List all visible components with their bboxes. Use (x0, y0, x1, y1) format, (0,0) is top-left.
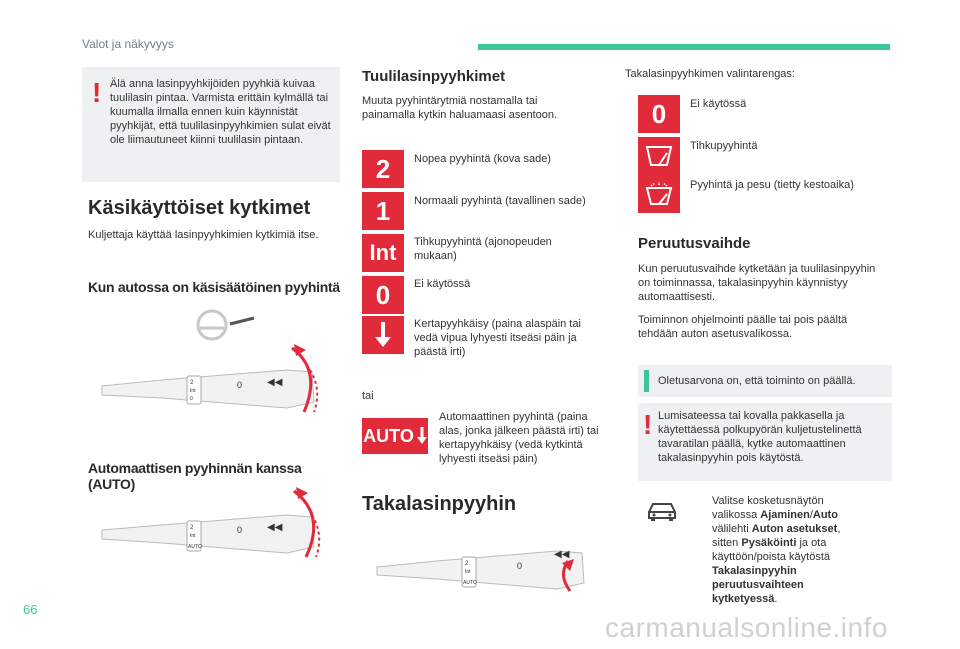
position-tile-single (362, 316, 404, 354)
auto-stalk-illustration (82, 485, 340, 565)
position-text-int: Tihkupyyhintä (ajonopeuden mukaan) (414, 236, 552, 262)
svg-text:0: 0 (237, 525, 243, 535)
svg-text:◀◀: ◀◀ (267, 377, 283, 388)
rear-warning-icon: ! (643, 409, 653, 440)
rear-text-wash: Pyyhintä ja pesu (tietty kestoaika) (690, 179, 854, 191)
info-text: Oletusarvona on, että toiminto on päällä. (658, 375, 856, 387)
or-label: tai (362, 390, 374, 402)
warning-text: Älä anna lasinpyyhkijöiden pyyhkiä kuivaa tuulilasin pintaa. Varmista erittäin kylmällä tai kuumalla ilmalla ennen kuin käynnistät pyyhkijät, että tuulilasinpyyhkimien sulat eivät ole liimautuneet kiinni tuulilasin pintaan. (110, 78, 331, 146)
header-rule (478, 44, 890, 50)
manual-stalk-illustration (82, 300, 340, 425)
arrow-down-icon (375, 322, 391, 348)
page-number: 66 (23, 602, 38, 617)
reverse-gear-text-1: Kun peruutusvaihde kytketään ja tuulilasinpyyhin on toiminnassa, takalasinpyyhin käynnistyy automaattisesti. (638, 263, 876, 303)
rear-warning-box (638, 403, 892, 481)
rear-tile-wash (638, 175, 680, 213)
auto-tile: AUTO (362, 418, 428, 454)
rear-tile-wipe (638, 137, 680, 175)
svg-text:◀◀: ◀◀ (267, 522, 283, 533)
auto-wiper-title: Automaattisen pyyhinnän kanssa (AUTO) (88, 460, 302, 492)
rear-text-0: Ei käytössä (690, 98, 747, 110)
svg-text:◀◀: ◀◀ (554, 549, 570, 560)
info-icon (644, 370, 649, 392)
warning-icon: ! (92, 77, 102, 108)
rear-wiper-title: Takalasinpyyhin (362, 493, 517, 515)
auto-text: Automaattinen pyyhintä (paina alas, jonka jälkeen päästä irti) tai kertapyyhkäisy (vedä kytkintä lyhyesti itseäsi päin) (439, 411, 599, 465)
reverse-gear-title: Peruutusvaihde (638, 235, 751, 252)
reverse-gear-text-2: Toiminnon ohjelmointi päälle tai pois päältä tehdään auton asetusvalikossa. (638, 314, 848, 340)
position-text-2: Nopea pyyhintä (kova sade) (414, 153, 551, 165)
rear-tile-0: 0 (638, 95, 680, 133)
step-text: Valitse kosketusnäytön valikossa Ajaminen/Auto välilehti Auton asetukset, sitten Pysäköinti ja ota käyttöön/poista käytöstä Takalasinpyyhin peruutusvaihteen kytketyessä. (712, 495, 841, 605)
svg-text:0: 0 (237, 380, 243, 390)
svg-text:0: 0 (517, 561, 523, 571)
svg-text:2: 2 (190, 380, 194, 386)
rear-stalk-illustration (362, 525, 607, 603)
svg-text:Int: Int (465, 569, 471, 575)
section-title-manual: Käsikäyttöiset kytkimet (88, 197, 311, 219)
manual-wiper-title: Kun autossa on käsisäätöinen pyyhintä (88, 279, 340, 295)
position-tile-0: 0 (362, 276, 404, 314)
rear-warning-text: Lumisateessa tai kovalla pakkasella ja käytettäessä polkupyörän kuljetustelinettä tavaratilan päällä, kytke automaattinen takalasinpyyhin pois käytöstä. (658, 410, 862, 464)
svg-text:AUTO: AUTO (463, 580, 477, 586)
section-text-manual: Kuljettaja käyttää lasinpyyhkimien kytkimiä itse. (88, 229, 319, 241)
svg-text:2: 2 (190, 525, 194, 531)
info-box (638, 365, 892, 397)
rear-text-wipe: Tihkupyyhintä (690, 140, 758, 152)
svg-text:0: 0 (190, 396, 193, 402)
position-tile-1: 1 (362, 192, 404, 230)
windscreen-wipers-title: Tuulilasinpyyhkimet (362, 68, 506, 85)
position-text-single: Kertapyyhkäisy (paina alaspäin tai vedä vipua lyhyesti itseäsi päin ja päästä irti) (414, 318, 581, 358)
position-text-1: Normaali pyyhintä (tavallinen sade) (414, 195, 586, 207)
svg-text:AUTO: AUTO (188, 544, 202, 550)
position-tile-int: Int (362, 234, 404, 272)
warning-box (82, 67, 340, 182)
rear-selector-title: Takalasinpyyhkimen valintarengas: (625, 68, 795, 80)
position-text-0: Ei käytössä (414, 278, 471, 290)
watermark: carmanualsonline.info (605, 612, 888, 643)
svg-text:Int: Int (190, 533, 196, 539)
rear-wiper-icon (645, 145, 673, 167)
header-title: Valot ja näkyvyys (82, 37, 174, 51)
position-tile-2: 2 (362, 150, 404, 188)
svg-text:2: 2 (465, 561, 469, 567)
svg-text:Int: Int (190, 388, 196, 394)
steering-wheel-icon (198, 311, 254, 339)
rear-wiper-wash-icon (645, 182, 673, 206)
arrow-down-small-icon (417, 427, 427, 445)
car-icon (645, 500, 679, 522)
windscreen-intro: Muuta pyyhintärytmiä nostamalla tai painamalla kytkin haluamaasi asentoon. (362, 95, 558, 121)
